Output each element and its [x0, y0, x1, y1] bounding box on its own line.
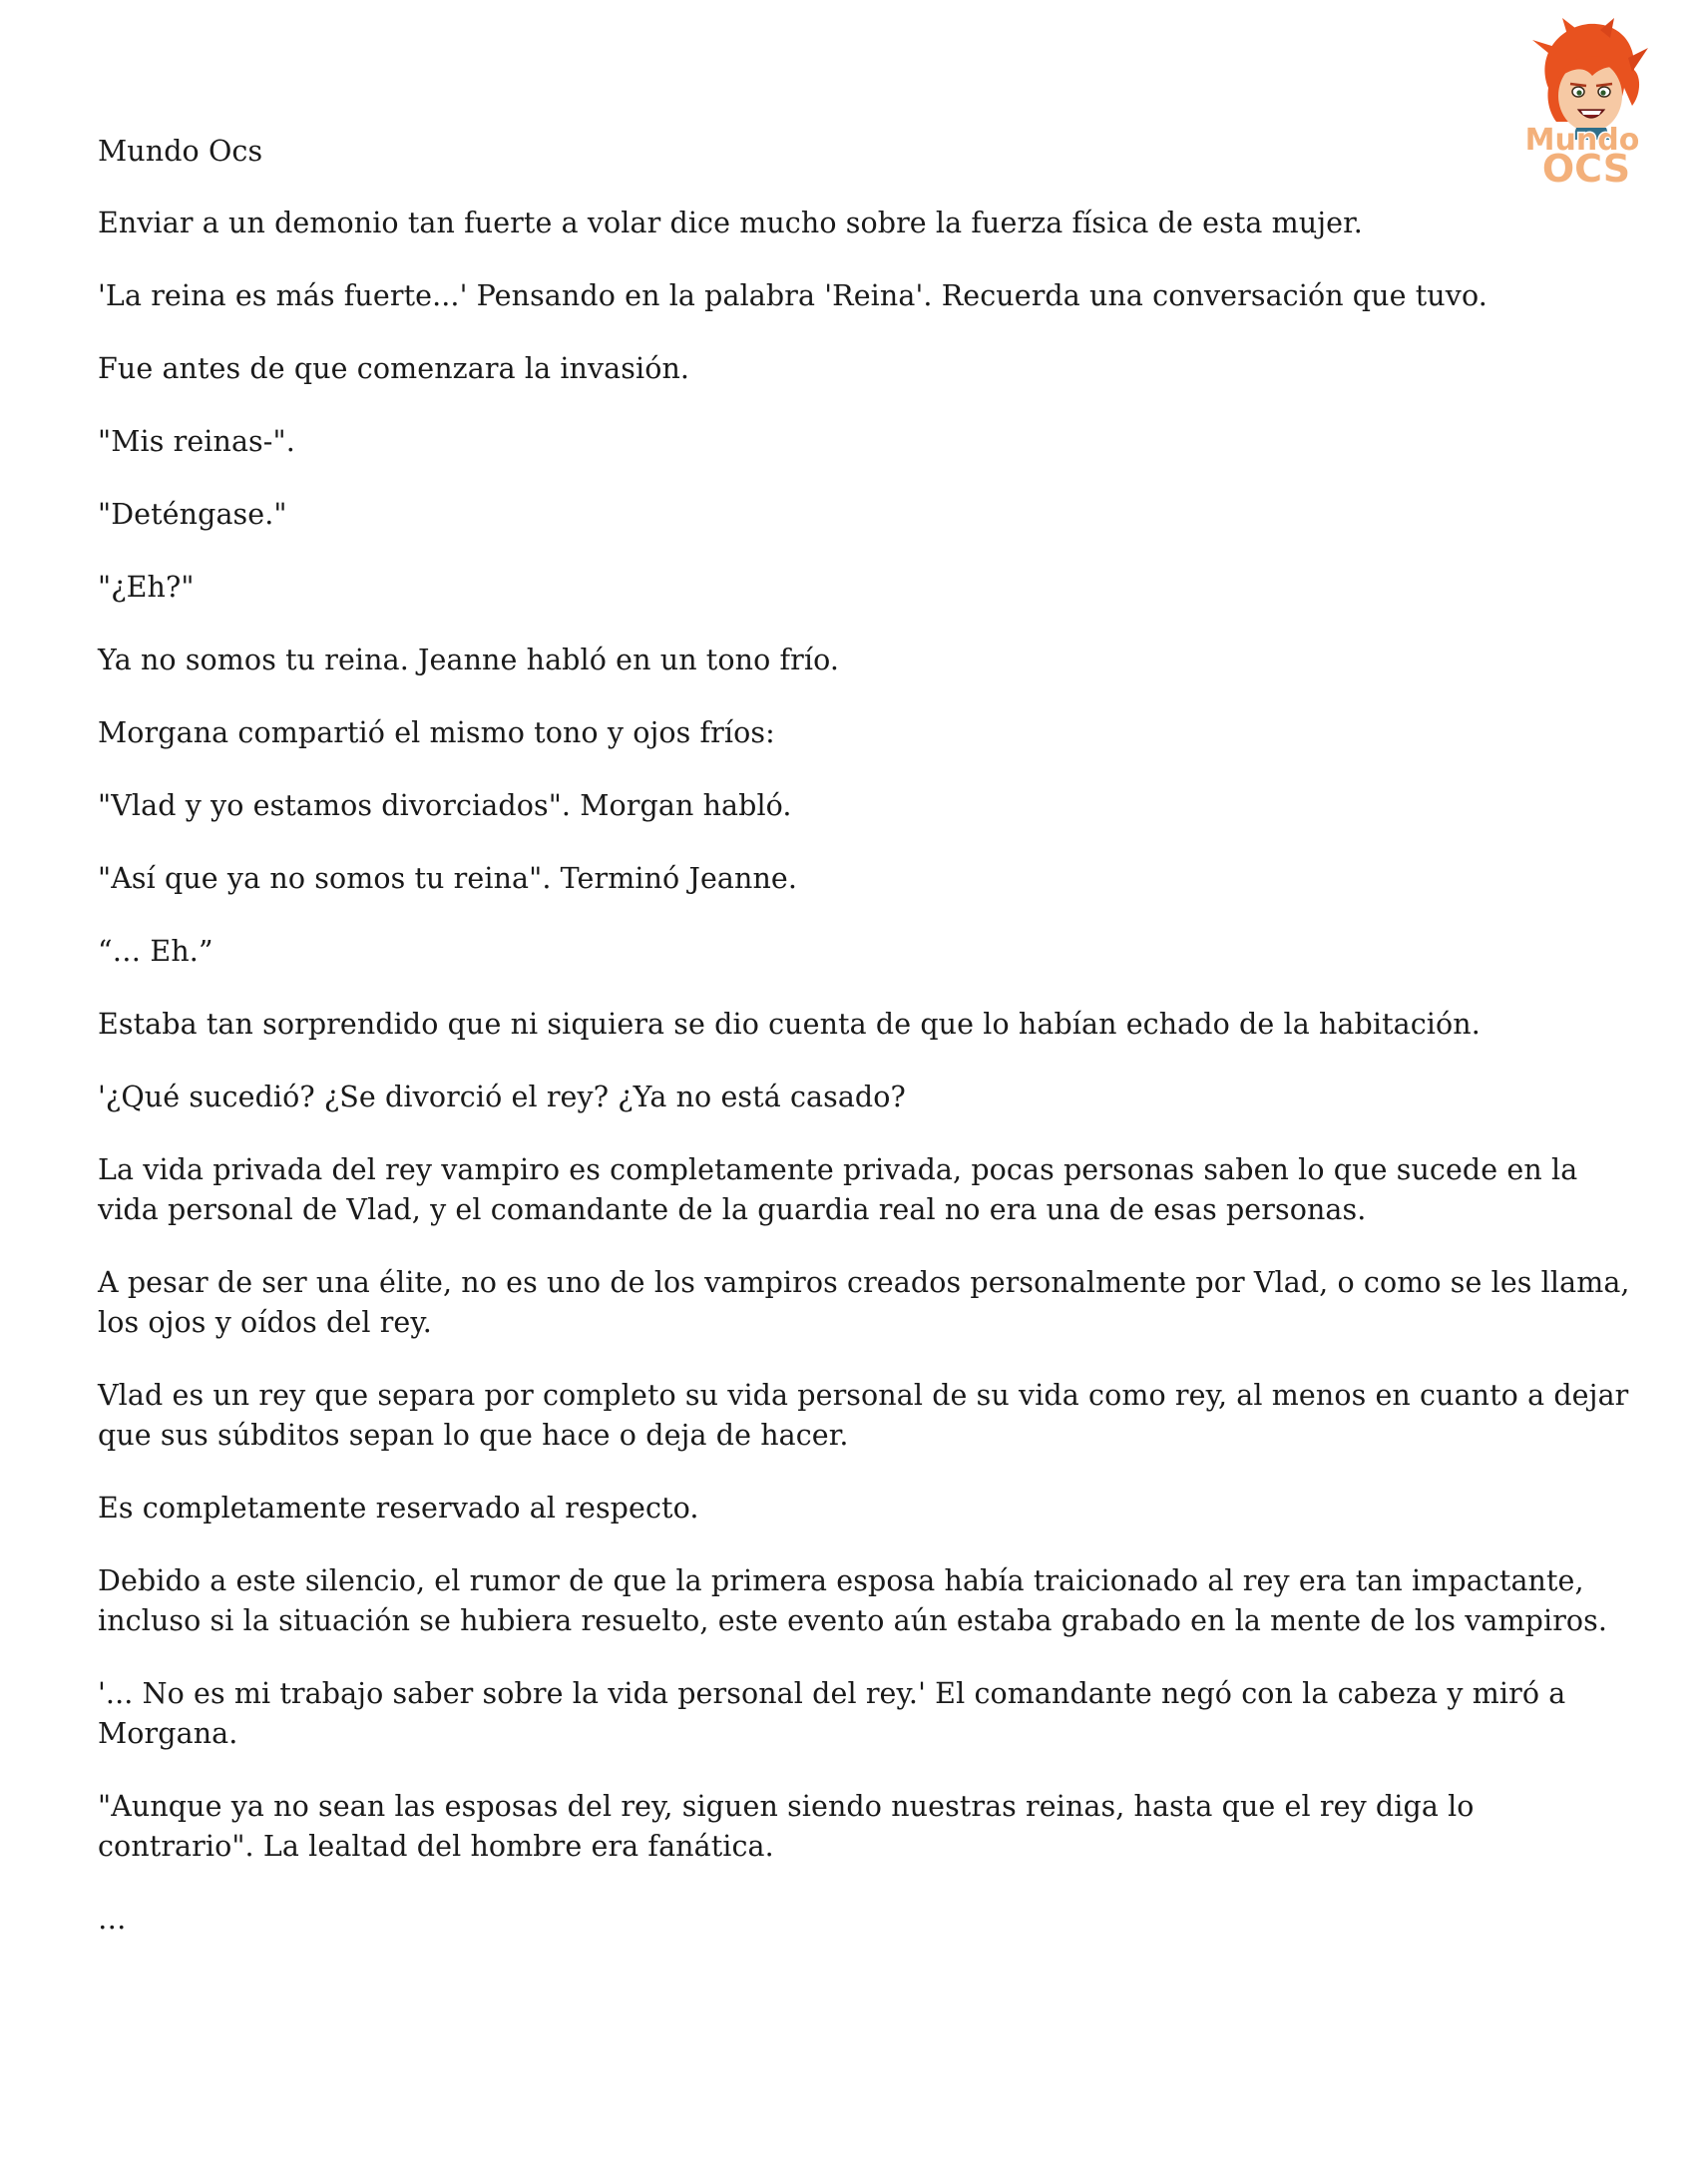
paragraph: Morgana compartió el mismo tono y ojos fríos: — [98, 716, 775, 749]
paragraph: Enviar a un demonio tan fuerte a volar dice mucho sobre la fuerza física de esta mujer. — [98, 207, 1363, 239]
logo-text-line1: Mundo — [1524, 123, 1640, 158]
paragraph: La vida privada del rey vampiro es completamente privada, pocas personas saben lo que sucede en la vida personal de Vlad, y el comandante de la guardia real no era una de esas personas. — [98, 1153, 1578, 1226]
paragraph: '¿Qué sucedió? ¿Se divorció el rey? ¿Ya no está casado? — [98, 1081, 906, 1113]
paragraph: "Mis reinas-". — [98, 425, 295, 458]
paragraph: "Vlad y yo estamos divorciados". Morgan habló. — [98, 789, 792, 822]
paragraph: "Aunque ya no sean las esposas del rey, siguen siendo nuestras reinas, hasta que el rey diga lo contrario". La lealtad del hombre era fanática. — [98, 1790, 1475, 1863]
paragraph: Vlad es un rey que separa por completo su vida personal de su vida como rey, al menos en cuanto a dejar que sus súbditos sepan lo que hace o deja de hacer. — [98, 1379, 1629, 1452]
paragraph: Estaba tan sorprendido que ni siquiera se dio cuenta de que lo habían echado de la habitación. — [98, 1008, 1481, 1041]
paragraph: 'La reina es más fuerte...' Pensando en la palabra 'Reina'. Recuerda una conversación que tuvo. — [98, 279, 1487, 312]
paragraph: Fue antes de que comenzara la invasión. — [98, 352, 690, 385]
paragraph: Debido a este silencio, el rumor de que la primera esposa había traicionado al rey era tan impactante, incluso si la situación se hubiera resuelto, este evento aún estaba grabado en la mente de los vampiros. — [98, 1564, 1608, 1637]
paragraph: Es completamente reservado al respecto. — [98, 1492, 699, 1525]
paragraph: A pesar de ser una élite, no es uno de los vampiros creados personalmente por Vlad, o como se les llama, los ojos y oídos del rey. — [98, 1266, 1630, 1339]
document-title: Mundo Ocs — [98, 135, 263, 168]
logo-text-line2: OCS — [1541, 147, 1631, 190]
paragraph: “… Eh.” — [98, 935, 213, 968]
paragraph: "Deténgase." — [98, 498, 287, 531]
paragraph: … — [98, 1903, 127, 1936]
document-body — [98, 132, 1634, 1972]
paragraph: '... No es mi trabajo saber sobre la vida personal del rey.' El comandante negó con la cabeza y miró a Morgana. — [98, 1677, 1566, 1750]
paragraph: Ya no somos tu reina. Jeanne habló en un tono frío. — [98, 644, 839, 676]
paragraph: "¿Eh?" — [98, 571, 195, 604]
paragraph: "Así que ya no somos tu reina". Terminó Jeanne. — [98, 862, 798, 895]
